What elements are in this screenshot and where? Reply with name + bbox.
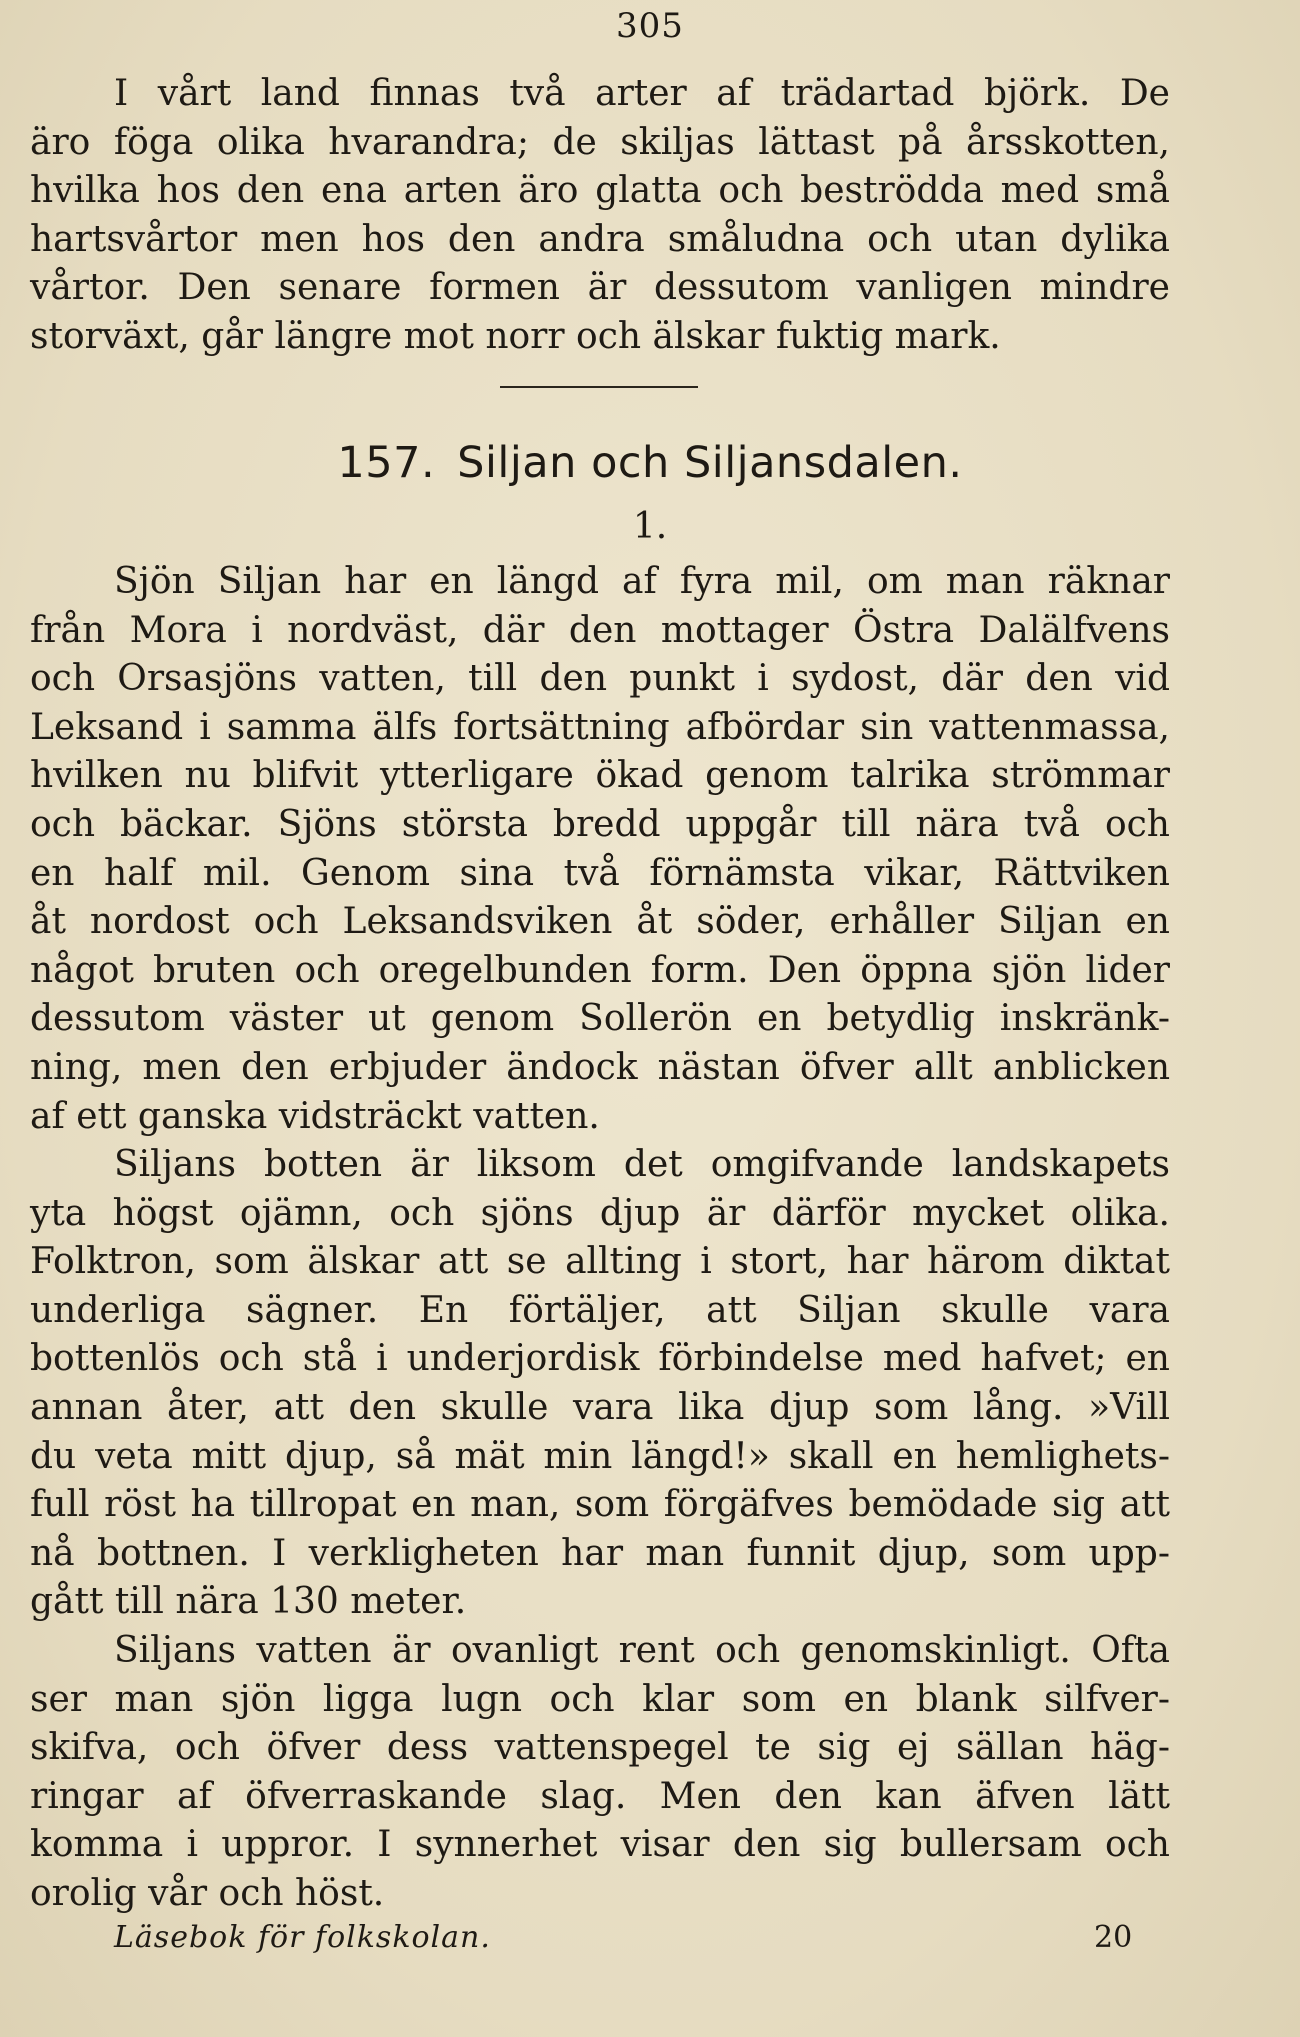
text-line: bottenlös och stå i underjordisk förbindelse med hafvet; en: [30, 1338, 1170, 1380]
footer-sheet-number: 20: [1094, 1920, 1133, 1955]
text-line: ringar af öfverraskande slag. Men den kan äfven lätt: [30, 1775, 1170, 1817]
text-line: ning, men den erbjuder ändock nästan öfver allt anblicken: [30, 1046, 1170, 1088]
text-line: underliga sägner. En förtäljer, att Siljan skulle vara: [30, 1289, 1170, 1331]
text-line: hvilka hos den ena arten äro glatta och beströdda med små: [30, 170, 1170, 212]
paragraph-3: [30, 1627, 1170, 1919]
text-line: hvilken nu blifvit ytterligare ökad genom talrika strömmar: [30, 755, 1170, 797]
text-line: skifva, och öfver dess vattenspegel te sig ej sällan häg-: [30, 1727, 1170, 1769]
section-heading: [0, 438, 1300, 488]
text-line: nå bottnen. I verkligheten har man funnit djup, som upp-: [30, 1532, 1170, 1574]
text-line: Folktron, som älskar att se allting i stort, har härom diktat: [30, 1241, 1170, 1283]
text-line: gått till nära 130 meter.: [30, 1581, 467, 1623]
page-number: 305: [616, 6, 684, 46]
section-title: Siljan och Siljansdalen.: [457, 438, 963, 488]
text-line: du veta mitt djup, så mät min längd!» skall en hemlighets-: [30, 1435, 1170, 1477]
paragraph-2: [30, 1141, 1170, 1627]
section-number: 157.: [337, 438, 436, 488]
paragraph-1: [30, 558, 1170, 1141]
footer-book-title: Läsebok för folkskolan.: [114, 1920, 491, 1955]
text-line: komma i uppror. I synnerhet visar den sig bullersam och: [30, 1824, 1170, 1866]
subsection-number: 1.: [632, 506, 668, 547]
text-line: äro föga olika hvarandra; de skiljas lättast på årsskotten,: [30, 121, 1170, 163]
text-line: annan åter, att den skulle vara lika djup som lång. »Vill: [30, 1386, 1170, 1428]
text-line: och bäckar. Sjöns största bredd uppgår till nära två och: [30, 803, 1170, 845]
text-line: Siljans botten är liksom det omgifvande landskapets: [114, 1144, 1170, 1185]
text-line: åt nordost och Leksandsviken åt söder, erhåller Siljan en: [30, 901, 1170, 943]
text-line: Siljans vatten är ovanligt rent och genomskinligt. Ofta: [114, 1630, 1170, 1671]
text-line: dessutom väster ut genom Sollerön en betydlig inskränk-: [30, 998, 1170, 1040]
text-line: yta högst ojämn, och sjöns djup är därför mycket olika.: [30, 1192, 1170, 1234]
text-line: något bruten och oregelbunden form. Den öppna sjön lider: [30, 949, 1170, 991]
text-line: Sjön Siljan har en längd af fyra mil, om man räknar: [114, 561, 1170, 602]
text-line: en half mil. Genom sina två förnämsta vikar, Rättviken: [30, 852, 1170, 894]
text-line: full röst ha tillropat en man, som förgäfves bemödade sig att: [30, 1484, 1170, 1526]
text-line: storväxt, går längre mot norr och älskar fuktig mark.: [30, 315, 1001, 357]
text-line: vårtor. Den senare formen är dessutom vanligen mindre: [30, 267, 1170, 309]
text-line: hartsvårtor men hos den andra småludna och utan dylika: [30, 218, 1170, 260]
text-line: och Orsasjöns vatten, till den punkt i sydost, där den vid: [30, 658, 1170, 700]
intro-paragraph: [30, 70, 1170, 362]
text-line: från Mora i nordväst, där den mottager Östra Dalälfvens: [30, 609, 1170, 651]
page-footer: [0, 1920, 1300, 1970]
section-divider: [500, 386, 698, 388]
text-line: Leksand i samma älfs fortsättning afbördar sin vattenmassa,: [30, 706, 1170, 748]
text-line: af ett ganska vidsträckt vatten.: [30, 1095, 600, 1137]
text-line: I vårt land finnas två arter af trädartad björk. De: [114, 73, 1170, 114]
text-line: orolig vår och höst.: [30, 1872, 385, 1914]
text-line: ser man sjön ligga lugn och klar som en blank silfver-: [30, 1678, 1170, 1720]
